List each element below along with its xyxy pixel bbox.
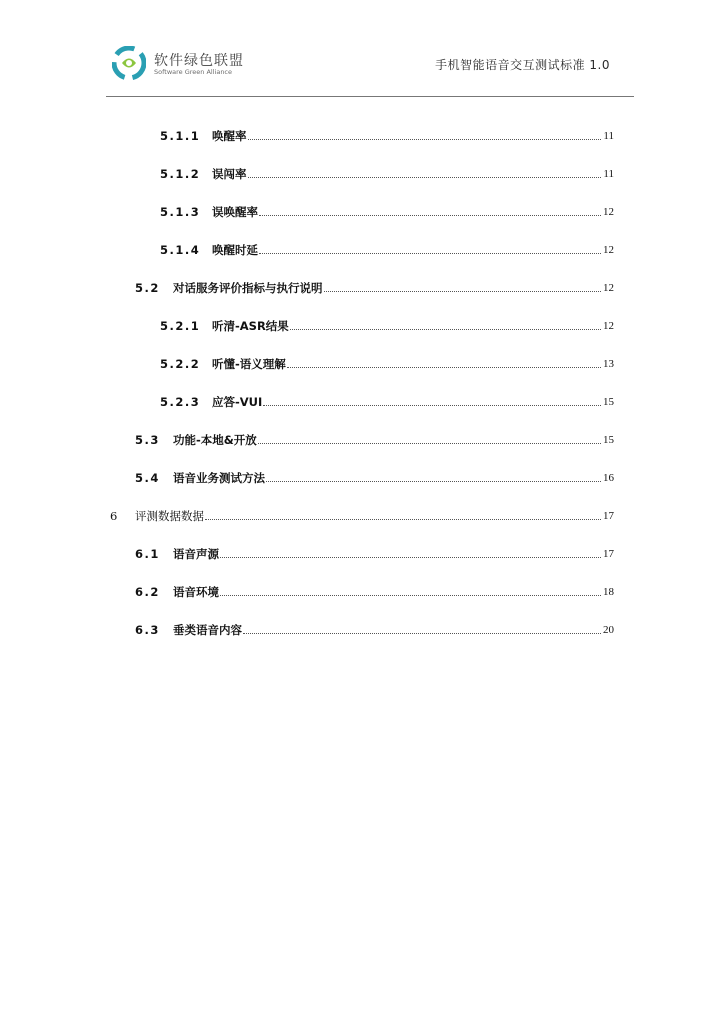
toc-number: 5.1.2 <box>160 167 201 181</box>
toc-number: 6.1 <box>135 547 160 561</box>
document-title: 手机智能语音交互测试标准 1.0 <box>435 58 610 72</box>
toc-leader-dots <box>205 518 601 520</box>
toc-entry-5-4[interactable] <box>135 469 614 485</box>
toc-label: 评测数据数据 <box>135 509 204 523</box>
toc-page-number: 17 <box>603 510 614 522</box>
toc-leader-dots <box>263 404 601 406</box>
toc-label: 误闯率 <box>212 167 247 181</box>
toc-label: 功能-本地&开放 <box>173 433 257 447</box>
toc-entry-5-2-2[interactable] <box>160 355 614 371</box>
logo-text-cn: 软件绿色联盟 <box>154 53 244 69</box>
toc-entry-6-1[interactable] <box>135 545 614 561</box>
toc-leader-dots <box>324 290 602 292</box>
toc-number: 6 <box>110 509 118 523</box>
toc-entry-6[interactable] <box>110 507 614 523</box>
toc-label: 垂类语音内容 <box>173 623 242 637</box>
toc-number: 5.4 <box>135 471 160 485</box>
toc-leader-dots <box>248 176 602 178</box>
toc-page-number: 18 <box>603 586 614 598</box>
toc-entry-5-1-4[interactable] <box>160 241 614 257</box>
toc-leader-dots <box>290 328 601 330</box>
toc-label: 语音声源 <box>173 547 219 561</box>
toc-entry-5-2-1[interactable] <box>160 317 614 333</box>
toc-leader-dots <box>248 138 602 140</box>
toc-entry-5-1-3[interactable] <box>160 203 614 219</box>
toc-page-number: 11 <box>603 168 614 180</box>
toc-number: 5.3 <box>135 433 160 447</box>
toc-page-number: 11 <box>603 130 614 142</box>
toc-entry-5-1-1[interactable] <box>160 127 614 143</box>
toc-entry-6-2[interactable] <box>135 583 614 599</box>
toc-label: 对话服务评价指标与执行说明 <box>173 281 323 295</box>
toc-number: 6.3 <box>135 623 160 637</box>
toc-page-number: 12 <box>603 282 614 294</box>
toc-number: 5.2 <box>135 281 160 295</box>
logo-text-en: Software Green Alliance <box>154 68 233 76</box>
toc-page-number: 13 <box>603 358 614 370</box>
toc-leader-dots <box>220 594 601 596</box>
toc-label: 唤醒时延 <box>212 243 258 257</box>
toc-entry-5-2[interactable] <box>135 279 614 295</box>
toc-page-number: 17 <box>603 548 614 560</box>
toc-label: 应答-VUI <box>212 395 263 409</box>
toc-page-number: 12 <box>603 320 614 332</box>
toc-entry-5-1-2[interactable] <box>160 165 614 181</box>
toc-number: 5.1.3 <box>160 205 201 219</box>
toc-number: 5.2.2 <box>160 357 201 371</box>
toc-label: 语音环境 <box>173 585 219 599</box>
toc-label: 唤醒率 <box>212 129 247 143</box>
toc-page-number: 15 <box>603 396 614 408</box>
toc-leader-dots <box>243 632 601 634</box>
toc-entry-6-3[interactable] <box>135 621 614 637</box>
toc-leader-dots <box>266 480 601 482</box>
toc-page-number: 15 <box>603 434 614 446</box>
toc-number: 5.2.3 <box>160 395 201 409</box>
toc-entry-5-3[interactable] <box>135 431 614 447</box>
toc-leader-dots <box>259 214 601 216</box>
toc-label: 误唤醒率 <box>212 205 258 219</box>
toc-number: 5.1.1 <box>160 129 201 143</box>
toc-leader-dots <box>287 366 601 368</box>
toc-page-number: 12 <box>603 206 614 218</box>
toc-number: 6.2 <box>135 585 160 599</box>
toc-leader-dots <box>220 556 601 558</box>
toc-page-number: 20 <box>603 624 614 636</box>
toc-number: 5.1.4 <box>160 243 201 257</box>
toc-leader-dots <box>258 442 601 444</box>
toc-entry-5-2-3[interactable] <box>160 393 614 409</box>
toc-label: 听清-ASR结果 <box>212 319 289 333</box>
toc-page-number: 16 <box>603 472 614 484</box>
toc-page-number: 12 <box>603 244 614 256</box>
toc-leader-dots <box>259 252 601 254</box>
toc-number: 5.2.1 <box>160 319 201 333</box>
toc-label: 语音业务测试方法 <box>173 471 265 485</box>
toc-label: 听懂-语义理解 <box>212 357 286 371</box>
